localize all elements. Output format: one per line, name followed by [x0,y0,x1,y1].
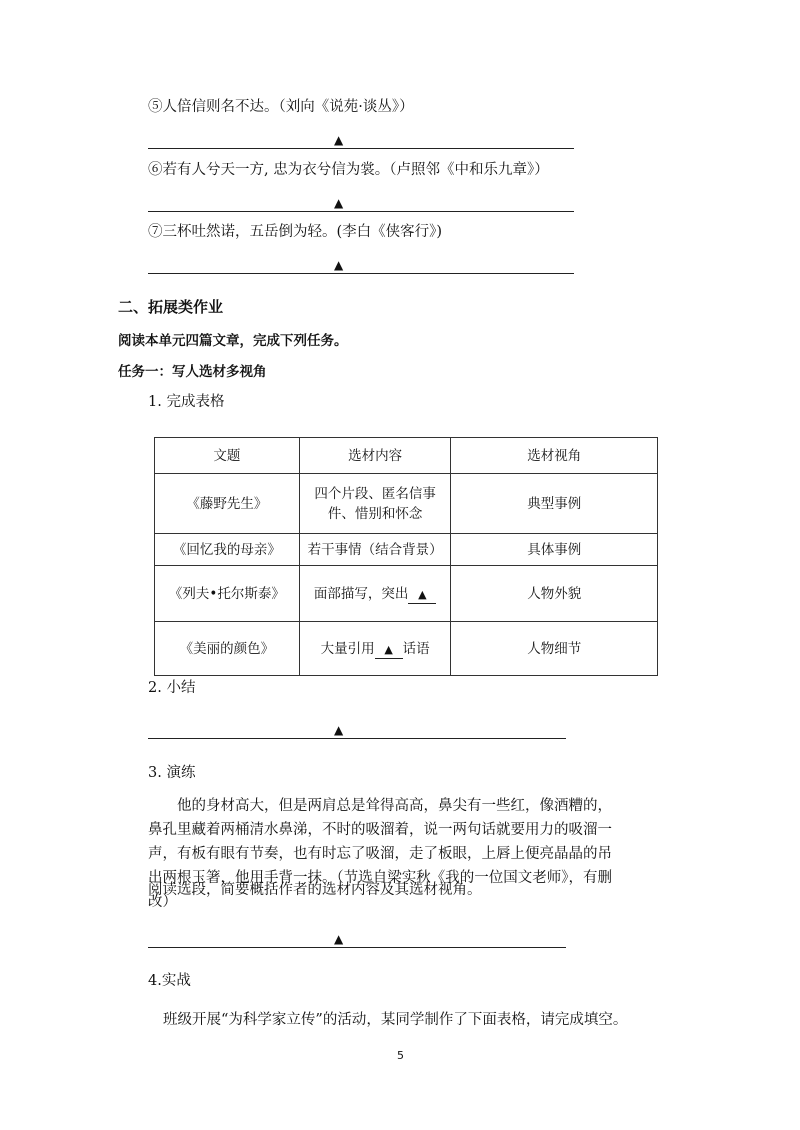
content-text: 面部描写，突出 [313,585,409,602]
quote-7: ⑦三杯吐然诺，五岳倒为轻。(李白《侠客行》) [148,224,443,240]
table-cell-angle: 人物外貌 [451,566,658,622]
table-cell-angle: 人物细节 [451,622,658,676]
question: 阅读选段，简要概括作者的选材内容及其选材视角。 [148,882,482,898]
item-2-label: 2. 小结 [148,680,196,696]
answer-line-practice[interactable] [148,927,566,948]
item-3-label: 3. 演练 [148,765,196,781]
table-cell-angle: 典型事例 [451,474,658,534]
passage-text: 他的身材高大，但是两肩总是耸得高高，鼻尖有一些红，像酒糟的，鼻孔里藏着两桶清水鼻涕，不时的吸溜着，说一两句话就要用力的吸溜一声，有板有眼有节奏，也有时忘了吸溜，走了板眼，上唇上便亮晶晶的吊出两根玉箸，他用手背一抹。（节选自梁实秋《我的一位国文老师》，有删改） [148,798,612,910]
item-1-label: 1. 完成表格 [148,394,225,410]
table-row [155,474,658,534]
selection-table [154,437,658,676]
table-cell-title: 《藤野先生》 [155,474,300,534]
item-4-text: 班级开展“为科学家立传”的活动，某同学制作了下面表格，请完成填空。 [163,1012,628,1028]
table-cell-content: 四个片段、匿名信事件、惜别和怀念 [299,474,451,534]
answer-marker-icon: ▲ [334,258,344,272]
table-header-row [155,438,658,474]
page-number: 5 [397,1049,404,1062]
table-header: 选材内容 [299,438,451,474]
table-header: 选材视角 [451,438,658,474]
table-cell-content [299,622,451,676]
answer-line-summary[interactable] [148,718,566,739]
answer-marker-icon: ▲ [334,723,344,737]
table-row [155,566,658,622]
quote-5: ⑤人倍信则名不达。（刘向《说苑·谈丛》） [148,99,414,115]
instruction: 阅读本单元四篇文章，完成下列任务。 [118,333,348,349]
answer-marker-icon: ▲ [334,133,344,147]
table-row [155,622,658,676]
table-cell-angle: 具体事例 [451,534,658,566]
table-cell-content: 若干事情（结合背景） [299,534,451,566]
answer-marker-icon: ▲ [334,196,344,210]
fill-blank[interactable]: ▲ [375,642,403,659]
task1-title: 任务一：写人选材多视角 [118,364,267,380]
table-row [155,534,658,566]
fill-blank[interactable]: ▲ [408,587,436,604]
answer-line-quote-5[interactable] [148,128,574,149]
table-cell-content [299,566,451,622]
answer-line-quote-7[interactable] [148,253,574,274]
table-cell-title: 《列夫•托尔斯泰》 [155,566,300,622]
table-cell-title: 《美丽的颜色》 [155,622,300,676]
quote-6: ⑥若有人兮天一方, 忠为衣兮信为裳。（卢照邻《中和乐九章》） [148,162,549,178]
answer-marker-icon: ▲ [334,932,344,946]
table-cell-title: 《回忆我的母亲》 [155,534,300,566]
content-text: 大量引用 [320,640,375,657]
content-text: 话语 [402,640,430,657]
item-4-label: 4.实战 [148,973,191,989]
section-title: 二、拓展类作业 [118,298,224,316]
answer-line-quote-6[interactable] [148,191,574,212]
table-header: 文题 [155,438,300,474]
